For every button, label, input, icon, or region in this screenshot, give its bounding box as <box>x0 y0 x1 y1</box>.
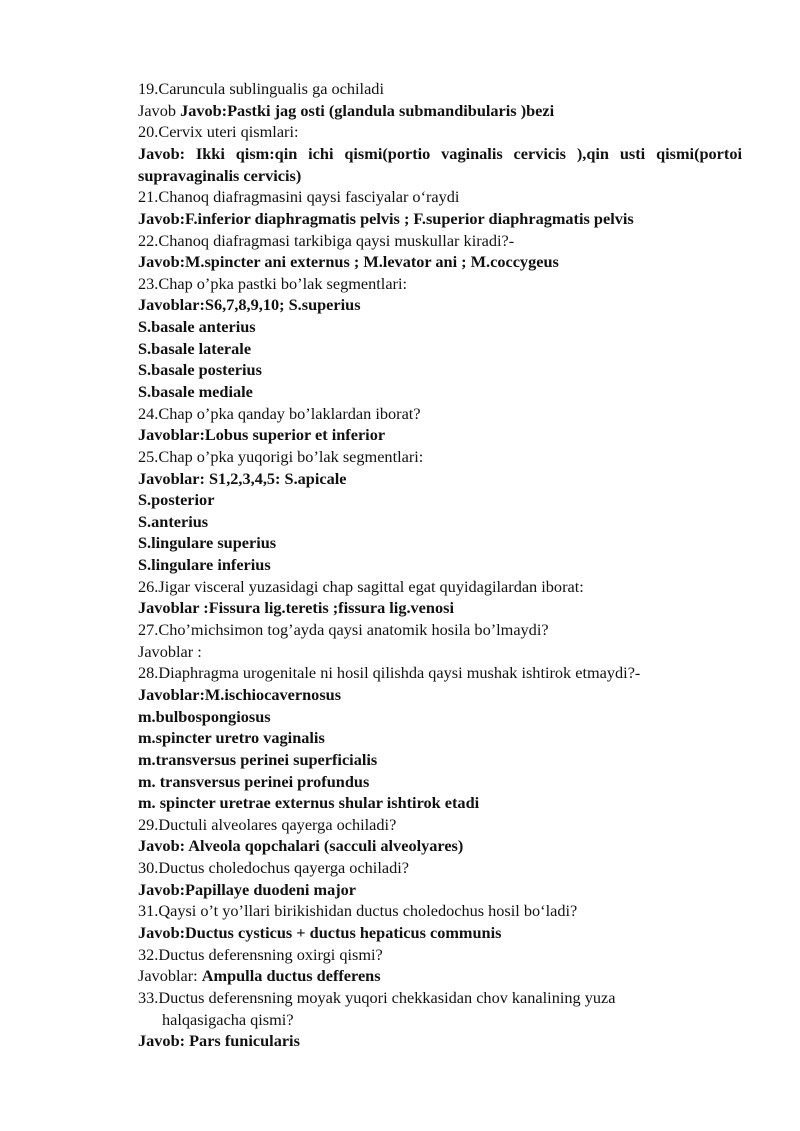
question-21: 21.Chanoq diafragmasini qaysi fasciyalar o‘raydi <box>138 187 460 207</box>
answer-25-line: Javoblar: S1,2,3,4,5: S.apicale <box>138 468 347 488</box>
question-31: 31.Qaysi o’t yo’llari birikishidan ductus choledochus hosil bo‘ladi? <box>138 901 578 921</box>
answer-21: Javob:F.inferior diaphragmatis pelvis ; F.superior diaphragmatis pelvis <box>138 208 634 228</box>
question-33-continuation: halqasigacha qismi? <box>162 1009 294 1029</box>
qa-list <box>138 78 742 1052</box>
answer-25-line: S.lingulare inferius <box>138 555 271 575</box>
question-33: 33.Ductus deferensning moyak yuqori chekkasidan chov kanalining yuza <box>138 987 616 1007</box>
answer-28-line: m.spincter uretro vaginalis <box>138 728 325 748</box>
answer-32 <box>138 965 742 987</box>
question-22: 22.Chanoq diafragmasi tarkibiga qaysi muskullar kiradi?- <box>138 230 515 250</box>
answer-28-line: Javoblar:M.ischiocavernosus <box>138 684 342 704</box>
question-19: 19.Caruncula sublingualis ga ochiladi <box>138 79 384 98</box>
answer-24: Javoblar:Lobus superior et inferior <box>138 425 386 445</box>
answer-23-line: S.basale mediale <box>138 382 253 401</box>
question-26: 26.Jigar visceral yuzasidagi chap sagittal egat quyidagilardan iborat: <box>138 576 584 596</box>
question-32: 32.Ductus deferensning oxirgi qismi? <box>138 944 383 964</box>
answer-23-line: S.basale laterale <box>138 338 252 358</box>
answer-23-line: S.basale anterius <box>138 317 256 337</box>
answer-25-line: S.anterius <box>138 511 209 531</box>
question-25: 25.Chap o’pka yuqorigi bo’lak segmentlari: <box>138 446 424 466</box>
answer-28-line: m.bulbospongiosus <box>138 706 271 726</box>
answer-27: Javoblar : <box>138 641 202 661</box>
answer-29: Javob: Alveola qopchalari (sacculi alveolyares) <box>138 836 464 856</box>
question-27: 27.Cho’michsimon tog’ayda qaysi anatomik hosila bo’lmaydi? <box>138 620 549 640</box>
answer-32-prefix: Javoblar: <box>138 966 202 986</box>
question-30: 30.Ductus choledochus qayerga ochiladi? <box>138 858 409 878</box>
question-23: 23.Chap o’pka pastki bo’lak segmentlari: <box>138 273 408 293</box>
answer-32-text: Ampulla ductus defferens <box>201 966 381 986</box>
answer-23-line: S.basale posterius <box>138 360 262 380</box>
answer-25-line: S.posterior <box>138 490 215 510</box>
answer-28-line: m. spincter uretrae externus shular ishtirok etadi <box>138 793 480 813</box>
answer-23-line: Javoblar:S6,7,8,9,10; S.superius <box>138 295 361 315</box>
answer-33: Javob: Pars funicularis <box>138 1031 300 1051</box>
answer-26: Javoblar :Fissura lig.teretis ;fissura lig.venosi <box>138 598 454 618</box>
answer-19-text: Javob:Pastki jag osti (glandula submandibularis )bezi <box>180 100 555 120</box>
answer-28-line: m. transversus perinei profundus <box>138 771 370 791</box>
question-29: 29.Ductuli alveolares qayerga ochiladi? <box>138 814 397 834</box>
answer-25-line: S.lingulare superius <box>138 533 277 553</box>
question-24: 24.Chap o’pka qanday bo’laklardan iborat? <box>138 403 421 423</box>
answer-22: Javob:M.spincter ani externus ; M.levator ani ; M.coccygeus <box>138 252 559 272</box>
answer-20: Javob: Ikki qism:qin ichi qismi(portio vaginalis cervicis ),qin usti qismi(portoi supravaginalis cervicis) <box>138 143 742 185</box>
answer-28-line: m.transversus perinei superficialis <box>138 749 378 769</box>
answer-19-prefix: Javob <box>138 100 181 120</box>
question-28: 28.Diaphragma urogenitale ni hosil qilishda qaysi mushak ishtirok etmaydi?- <box>138 663 641 683</box>
answer-19 <box>138 100 742 122</box>
answer-31: Javob:Ductus cysticus + ductus hepaticus communis <box>138 923 502 943</box>
answer-30: Javob:Papillaye duodeni major <box>138 879 357 899</box>
question-20: 20.Cervix uteri qismlari: <box>138 122 299 142</box>
